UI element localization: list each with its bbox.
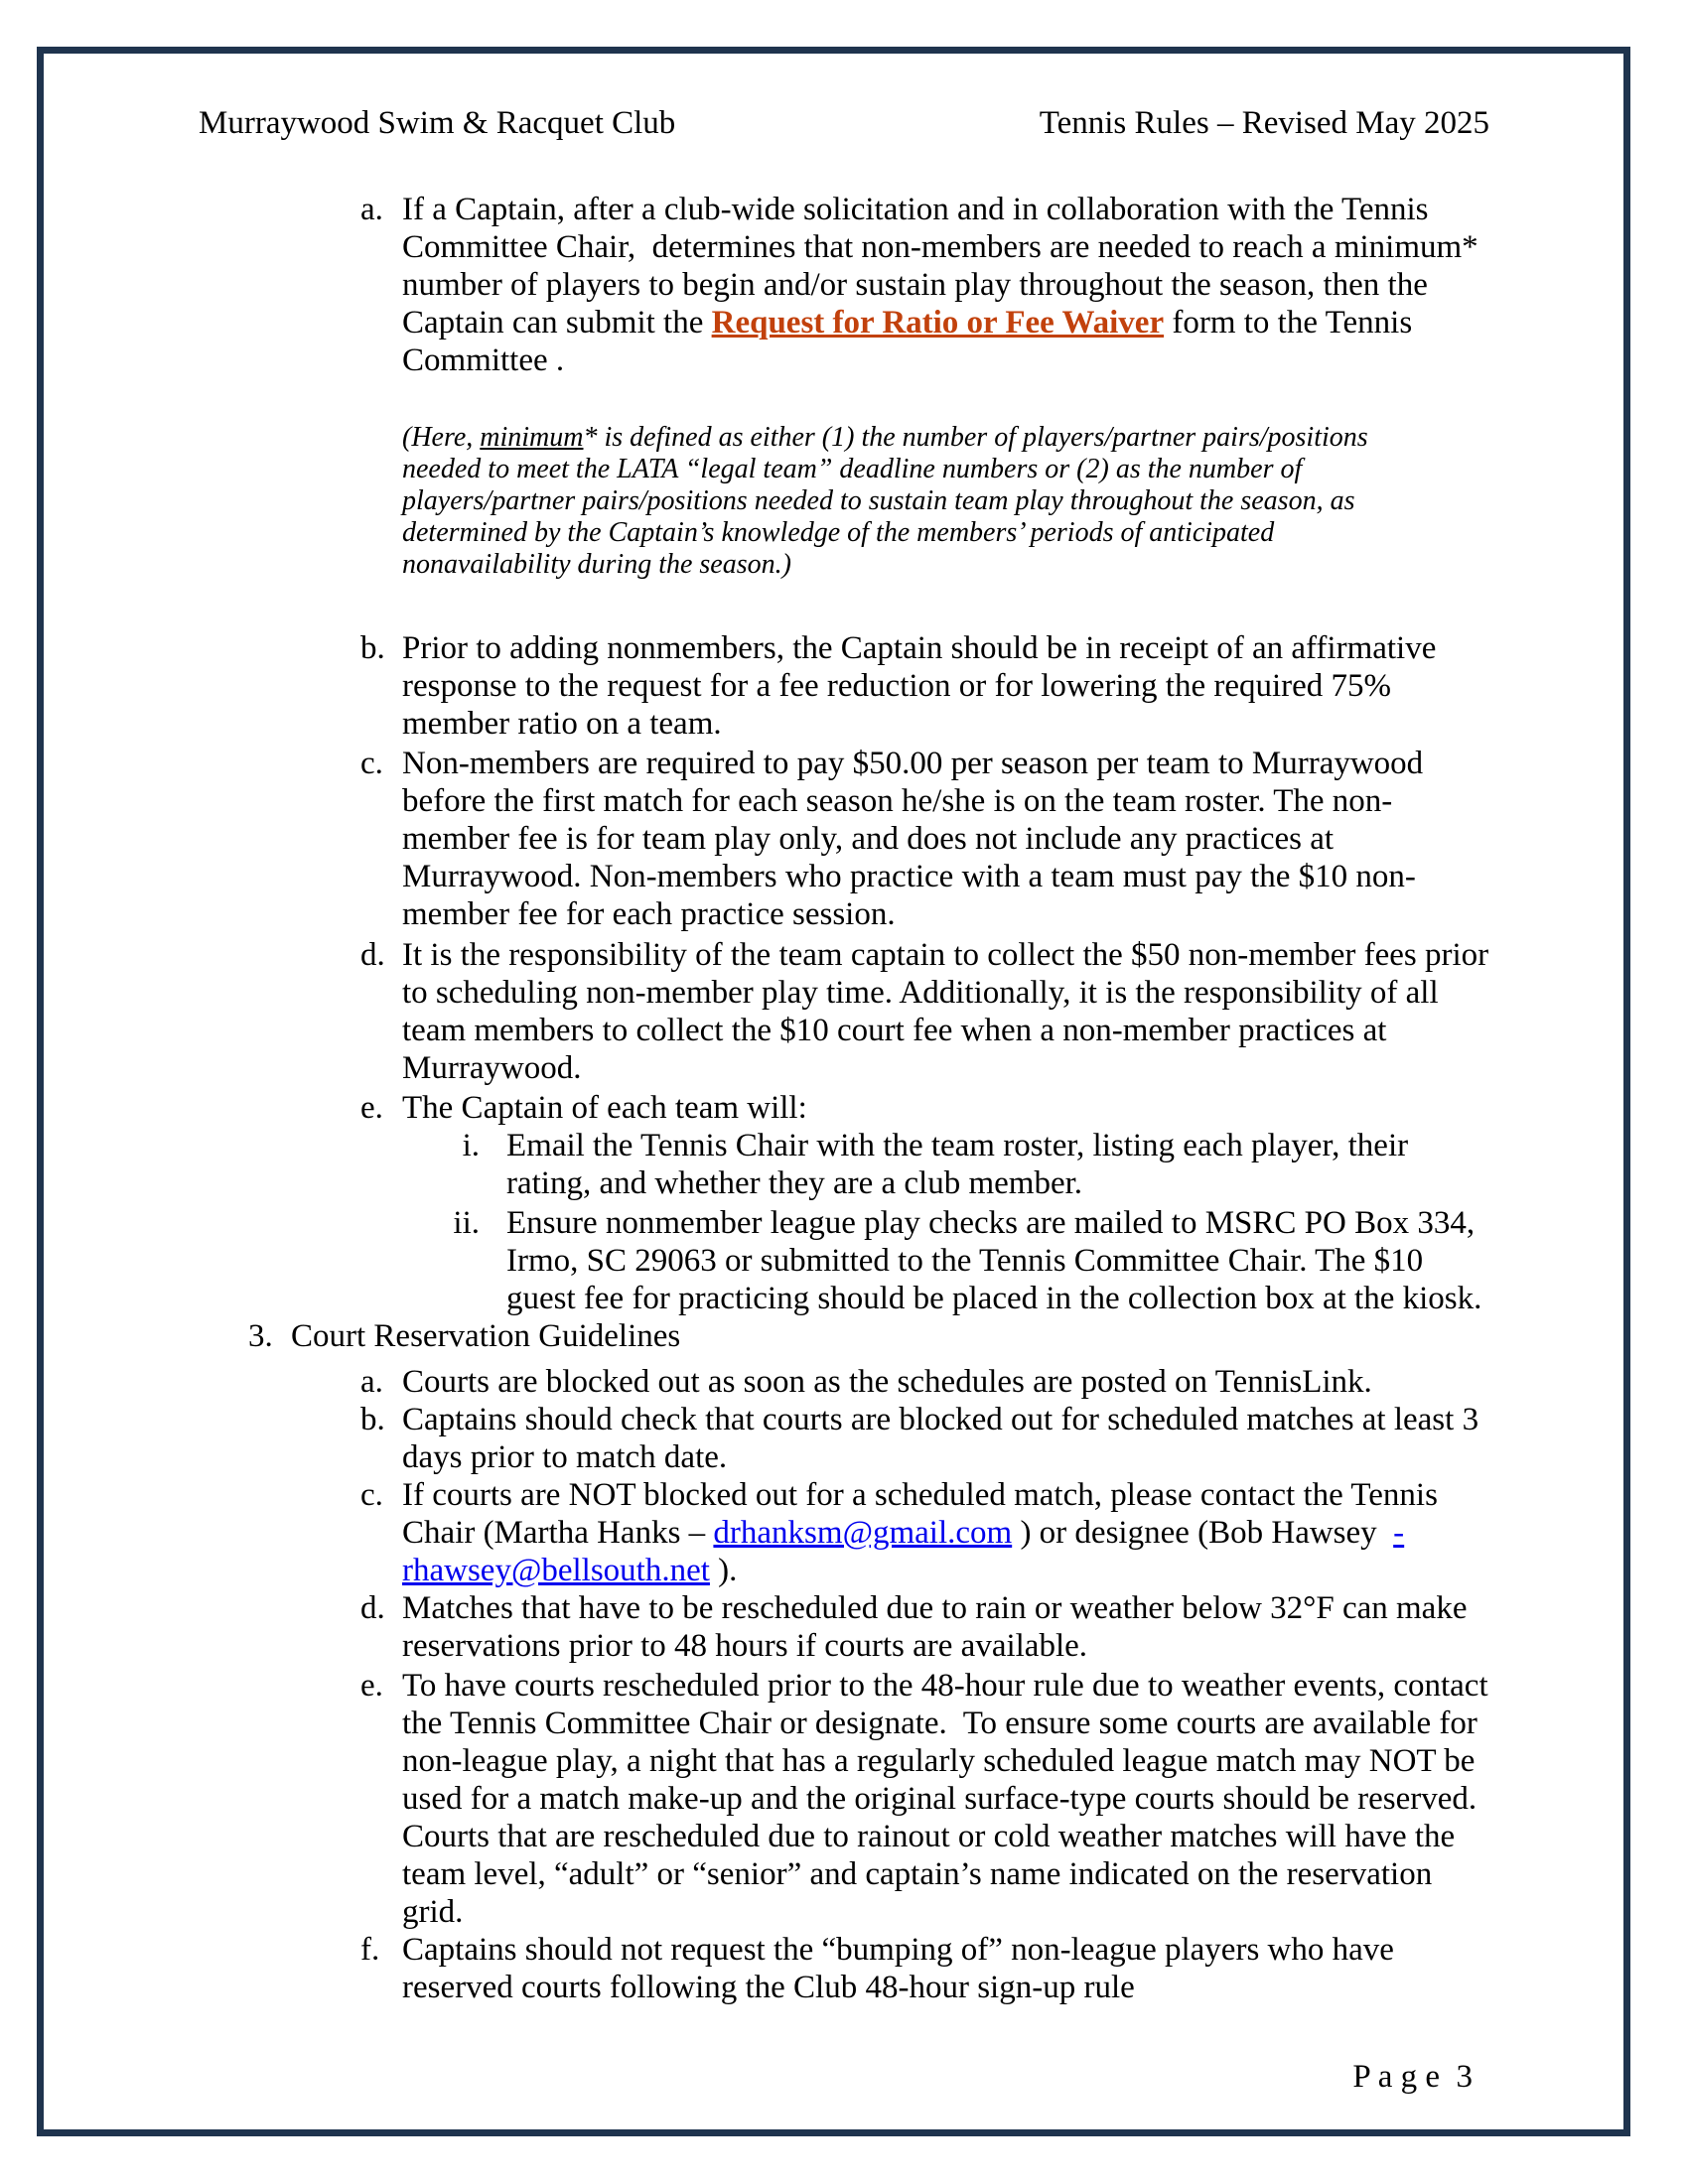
rule-item-d-text: It is the responsibility of the team captain to collect the $50 non-member fees prior to scheduling non-member play time. Additionally, it is the responsibility of all team members to collect the $10 court fee when a non-member practices at Murraywood. xyxy=(402,937,1497,1086)
reservation-item-e xyxy=(199,1667,1496,1931)
text-run: If courts are NOT blocked out for a scheduled match, please contact the Tennis Chair (Martha Hanks – xyxy=(402,1477,1447,1551)
rule-item-e-sub-i xyxy=(199,1127,1489,1202)
list-marker-e2: e. xyxy=(360,1668,383,1704)
reservation-item-c xyxy=(199,1476,1489,1589)
section-3-number: 3. xyxy=(248,1318,273,1354)
rule-item-b-text: Prior to adding nonmembers, the Captain should be in receipt of an affirmative response to the request for a fee reduction or for lowering the required 75% member ratio on a team. xyxy=(402,630,1445,742)
reservation-item-a-text: Courts are blocked out as soon as the schedules are posted on TennisLink. xyxy=(402,1364,1372,1400)
text-run: * is defined as either (1) the number of players/partner pairs/positions needed to meet the LATA “legal team” deadline numbers or (2) as the number of players/partner pairs/positions needed to sustain team play throughout the season, as determined by the Captain’s knowledge of the members’ periods of anticipated nonavailability during the season.) xyxy=(402,422,1375,580)
rule-item-c-text: Non-members are required to pay $50.00 per season per team to Murraywood before the first match for each season he/she is on the team roster. The non-member fee is for team play only, and does not include any practices at Murraywood. Non-members who practice with a team must pay the $10 non-member fee for each practice session. xyxy=(402,746,1432,932)
rule-item-e-sub-ii-text: Ensure nonmember league play checks are mailed to MSRC PO Box 334, Irmo, SC 29063 or submitted to the Tennis Committee Chair. The $10 guest fee for practicing should be placed in the collection box at the kiosk. xyxy=(506,1205,1483,1316)
header-club-name: Murraywood Swim & Racquet Club xyxy=(199,105,676,141)
list-marker-e: e. xyxy=(360,1090,383,1126)
court-reservation-list xyxy=(199,1363,1496,2006)
email-link-drhanksm[interactable]: drhanksm@gmail.com xyxy=(713,1515,1013,1551)
reservation-item-d-text: Matches that have to be rescheduled due to rain or weather below 32°F can make reservations prior to 48 hours if courts are available. xyxy=(402,1590,1476,1664)
reservation-item-a xyxy=(199,1363,1489,1401)
hyphen-link[interactable]: - xyxy=(1393,1515,1405,1551)
page-header xyxy=(199,104,1489,142)
list-marker-a: a. xyxy=(360,192,383,227)
list-marker-c2: c. xyxy=(360,1477,383,1513)
email-link-rhawsey[interactable]: rhawsey@bellsouth.net xyxy=(402,1553,710,1588)
membership-rules-list xyxy=(199,191,1497,1317)
text-run: If a Captain, after a club-wide solicitation and in collaboration with the Tennis Committee Chair, determines that non-members are needed to reach a minimum* number of players to begin and/or sustain play throughout the season, then the Captain can submit the xyxy=(402,192,1486,341)
section-3-heading xyxy=(199,1317,1489,1355)
rule-item-e-text: The Captain of each team will: xyxy=(402,1090,807,1126)
list-marker-c: c. xyxy=(360,746,383,781)
minimum-definition-note xyxy=(402,422,1435,581)
reservation-item-d xyxy=(199,1589,1489,1665)
list-marker-f2: f. xyxy=(360,1932,380,1968)
rule-item-c xyxy=(199,745,1489,933)
text-run xyxy=(1404,1515,1412,1551)
rule-item-e xyxy=(199,1089,1489,1127)
list-marker-i: i. xyxy=(462,1128,480,1163)
section-3-title: Court Reservation Guidelines xyxy=(291,1318,681,1354)
list-marker-b2: b. xyxy=(360,1402,385,1437)
rule-item-a xyxy=(199,191,1489,379)
rule-item-d xyxy=(199,936,1497,1087)
rule-item-e-sub-ii xyxy=(199,1204,1489,1317)
text-run: ) or designee (Bob Hawsey xyxy=(1012,1515,1394,1551)
reservation-item-b-text: Captains should check that courts are blocked out for scheduled matches at least 3 days prior to match date. xyxy=(402,1402,1487,1475)
rule-item-a-text xyxy=(402,192,1486,378)
list-marker-d: d. xyxy=(360,937,385,973)
text-run: (Here, xyxy=(402,422,481,453)
text-run: form to the Tennis Committee . xyxy=(402,305,1421,378)
list-marker-ii: ii. xyxy=(453,1205,480,1241)
reservation-item-f xyxy=(199,1931,1489,2006)
list-marker-b: b. xyxy=(360,630,385,666)
page-number-label: P a g e 3 xyxy=(1352,2059,1473,2095)
page-number xyxy=(1320,2020,1473,2133)
text-run: ). xyxy=(709,1553,738,1588)
reservation-item-f-text: Captains should not request the “bumping of” non-league players who have reserved courts following the Club 48-hour sign-up rule xyxy=(402,1932,1403,2005)
list-marker-d2: d. xyxy=(360,1590,385,1626)
list-marker-a2: a. xyxy=(360,1364,383,1400)
header-doc-title: Tennis Rules – Revised May 2025 xyxy=(1039,105,1489,141)
page-content xyxy=(199,104,1497,2006)
ratio-fee-waiver-link[interactable]: Request for Ratio or Fee Waiver xyxy=(711,305,1165,341)
reservation-item-e-text: To have courts rescheduled prior to the 48-hour rule due to weather events, contact the Tennis Committee Chair or designate. To ensure some courts are available for non-league play, a night that has a regularly scheduled league match may NOT be used for a match make-up and the original surface-type courts should be reserved. Courts that are rescheduled due to rainout or cold weather matches will have the team level, “adult” or “senior” and captain’s name indicated on the reservation grid. xyxy=(402,1668,1496,1930)
underlined-term: minimum xyxy=(480,422,584,453)
rule-item-b xyxy=(199,629,1489,743)
rule-item-e-sub-i-text: Email the Tennis Chair with the team roster, listing each player, their rating, and whether they are a club member. xyxy=(506,1128,1417,1201)
reservation-item-c-text xyxy=(402,1477,1446,1588)
reservation-item-b xyxy=(199,1401,1489,1476)
